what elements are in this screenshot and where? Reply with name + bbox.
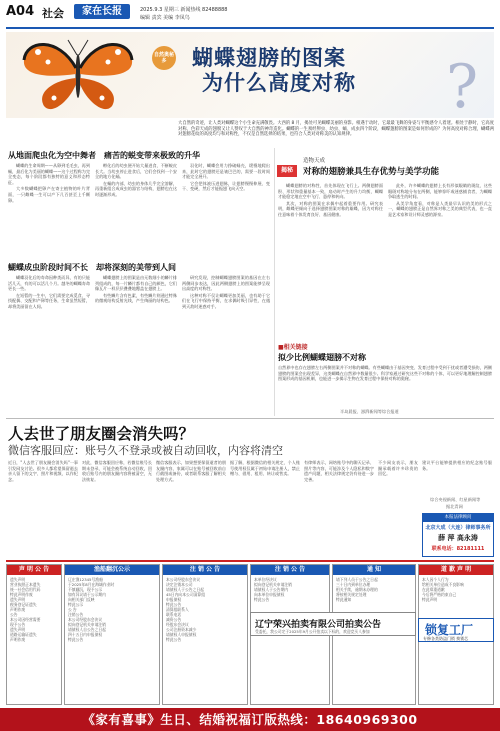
classified-line: 注销公告: [68, 612, 84, 617]
article3-column: [278, 183, 383, 338]
paragraph: 在蛹的内部，幼虫的身体几乎完全溶解，再重新组合成成虫的器官与结构，翅膀也在这时逐渐形成。: [95, 180, 177, 197]
main-headline-line1: 蝴蝶翅膀的图案: [192, 46, 346, 70]
butterfly-illustration: [18, 34, 138, 116]
wechat-source-secondary: 据北青网: [446, 504, 463, 509]
related-link-label: ■相关链接: [278, 344, 308, 351]
classified-line: 请债权人申报债权: [166, 632, 197, 637]
classified-line: 将按相关规定处理: [336, 592, 367, 597]
paragraph: 蝴蝶翅膀的对称性，首先体现在飞行上。两侧翅膀面积、形状和重量基本一致，扇动时产生的升力均衡，蝴蝶才能稳定地在空中飞行、悬停和转向。: [278, 183, 383, 200]
wechat-column: 建议平台能够提供相应的纪念账号服务。: [422, 460, 492, 471]
classified-line: 声明作废: [10, 607, 26, 612]
section-name: 社会: [42, 7, 64, 20]
classified-notice: [6, 564, 62, 705]
wechat-column: 不少网友表示，朋友圈承载着许多珍贵的回忆。: [378, 460, 418, 477]
article1-headline: 从地面爬虫化为空中舞者 痛苦的蜕变带来极致的升华: [8, 151, 200, 160]
legal-advisor-title: 本报法律顾问: [423, 514, 493, 522]
classified-line: 辽庄渔12345号渔船: [68, 577, 103, 582]
classified-line: 遗失声明: [10, 577, 26, 582]
classified-line: 遗失声明: [10, 627, 26, 632]
classified-line: 向本单位申报债权: [254, 592, 285, 597]
classified-line: 拟向登记机关申请注销: [254, 582, 292, 587]
classified-line: 四十五日内申报债权: [68, 632, 103, 637]
classified-line: 拟向登记机关申请注销: [68, 622, 106, 627]
classified-line: 不慎翻沉，现予公示: [68, 587, 103, 592]
classified-line: 特此公告: [254, 597, 270, 602]
lock-repair-ad: [418, 618, 494, 642]
classified-line: 在此郑重道歉: [422, 587, 445, 592]
classified-line: 三十日内到单位办理: [336, 582, 371, 587]
classified-title: 声 明 公 告: [7, 565, 61, 575]
paragraph: 羽化时，蝴蝶会用力挣破蛹壳，缓慢地爬出来，此时它的翅膀还是皱巴巴的，需要一段时间才能完全展开。: [182, 163, 270, 180]
classified-line: 本单位经决议: [254, 577, 277, 582]
paragraph: 蝴蝶的生命周期——从卵到毛毛虫，再到蛹，最后化为美丽的蝴蝶——这个过程称为完全变态，每个阶段都有独特的意义和形态特征。: [8, 163, 90, 185]
article2-column: [95, 275, 177, 414]
classified-line: 特此公告: [166, 637, 182, 642]
header-divider: [6, 27, 494, 29]
paragraph: 此外，许多蝴蝶的翅膀上长有形似眼睛的斑纹，这些眼斑对称地分布在两侧，能够惊吓或迷惑捕食者，为蝴蝶争取逃生的时间。: [388, 183, 492, 200]
classified-line: 现予公告: [10, 622, 26, 627]
auction-notice: [250, 612, 416, 636]
article2-headline: 蝴蝶成虫阶段时间不长 却将深刻的美带到人间: [8, 263, 176, 272]
wechat-column: 近日，"人去世了朋友圈会消失吗"一事引发网友讨论。很多人都希望保留逝去亲人留下的文字、照片和视频，以作纪念。: [8, 460, 78, 482]
legal-advisor-ad: [422, 513, 494, 557]
auction-subtitle: 受委托，我公司定于2025年9月公开拍卖以下标的，欢迎竞买人参加: [255, 629, 370, 634]
classified-notice: [162, 564, 248, 705]
classified-line: 特此通知: [336, 597, 352, 602]
classified-line: 公 告: [68, 607, 77, 612]
expose-tag: 揭秘: [277, 165, 297, 177]
classified-line: 于2025年8月在海域作业时: [68, 582, 115, 587]
classified-line: 公司注册资本减少: [166, 627, 197, 632]
article-source: 半岛晨报、澎湃新闻等综合报道: [340, 409, 399, 414]
classified-title: 注 销 公 告: [251, 565, 329, 575]
classified-line: 给相关单位造成不良影响: [422, 582, 464, 587]
page-header: [0, 0, 500, 36]
classified-line: 减资公告: [166, 617, 182, 622]
hero-badge: 自然奥秘多: [152, 46, 176, 70]
paragraph: 从美学角度看，对称是人类最早认识的美的形式之一，蝴蝶的翅膀正是自然界对称之美的典型代表，也一直是艺术家和设计师灵感的源泉。: [388, 200, 492, 217]
article1-column: [95, 163, 177, 258]
page-number: A04: [6, 4, 35, 19]
wechat-source: 综合央视新闻、红星新闻等: [430, 497, 481, 502]
article3-column: [388, 183, 492, 338]
classified-line: 特此声明作废: [10, 592, 33, 597]
classified-line: 本人因个人行为: [422, 577, 449, 582]
lock-repair-title: 锁复工厂: [425, 623, 474, 637]
classified-notice: [64, 564, 160, 705]
article3-headline: 对称的翅膀兼具生存优势与美学功能: [303, 167, 440, 177]
main-headline-line2: 为什么高度对称: [202, 71, 356, 95]
hero-banner: [6, 32, 494, 122]
classified-line: 遗失声明: [10, 597, 26, 602]
classified-title: 通 知: [333, 565, 415, 575]
paragraph: 蝴蝶羽化后的寿命因种类而异，有的只能活几天，有的可以活几个月。越冬的蝴蝶寿命更长一些。: [8, 275, 90, 292]
classified-line: 联系电话: [166, 612, 182, 617]
intro-paragraph: 大自然的奇迹，让人类对蝴蝶这个小生命充满敬畏。大西的 8 月，揭处可见蝴蝶美丽的身影。相遇于动时，它最最飞舞的身姿与平衡感令人着迷。相处于静时，它高度对称，色彩天成的翅膀又让人赞叹于大自然的神奇造化。蝴蝶的一生须经卵虫、幼虫、蛹、成虫四个阶段，蝴蝶翅膀的图案是如何形成的？为何高度对称合理，蝴蝶两对翅膀花纹的高度均与和对称性，不仅是自然选择的结果，也符合人类对对称美的认知规律。: [178, 121, 494, 138]
dateline: 2025.9.3 星期三 新闻热线 82488888: [140, 7, 228, 13]
article2-column: [182, 275, 270, 414]
classified-line: 清算组联系人: [166, 607, 189, 612]
editor-credit: 编辑 责宾 美编 李凤鸟: [140, 15, 190, 21]
classified-line: 税务登记证遗失: [10, 602, 37, 607]
classified-line: 相关手续，逾期未办理的: [336, 587, 378, 592]
paragraph: 大多数蝴蝶把卵产在寄主植物的叶片背面，一只雌蝶一生可以产下几百甚至上千颗卵。: [8, 186, 90, 203]
law-firm-name: 北京大成（大连）律师事务所: [425, 525, 491, 531]
classified-line: 决定注销本公司: [166, 582, 193, 587]
classified-line: 统一社会信用代码: [10, 587, 41, 592]
wechat-headline: 人去世了朋友圈会消失吗？: [8, 425, 195, 443]
question-mark-decoration: ?: [446, 52, 479, 122]
paragraph: 其次，对称的图案在求偶中起着重要作用。研究表明，雌蝶更倾向于选择翅膀图案对称的雄蝶，因为对称往往意味着个体发育良好、基因健康。: [278, 200, 383, 217]
paragraph: 它会把体液压进翅脉，让翅膀慢慢伸展、变干、变硬，然后才能振翅飞向天空。: [182, 180, 270, 192]
classified-title: 注 销 公 告: [163, 565, 247, 575]
classified-line: 道路运输证遗失: [10, 632, 37, 637]
article3-kicker: 造物天成: [303, 158, 326, 164]
classified-line: 如有异议请于公示期内: [68, 592, 106, 597]
footer-ad-banner: 《家有喜事》生日、结婚祝福订版热线：18640969300: [0, 708, 500, 731]
classified-line: 45日内向本公司清算组: [166, 592, 206, 597]
wechat-column: 对此，微信客服回应称，若微信账号长期未登录，可能会被系统自动回收，回收后账号内的朋友圈内容将被清空，无法恢复。: [82, 460, 152, 482]
classified-line: 声明作废: [10, 637, 26, 642]
paragraph: 孵化后的幼虫便开始大量进食，不断蜕皮长大。当幼虫停止进食后，它们会找到一个安全的地方化蛹。: [95, 163, 177, 180]
lock-repair-subtitle: 专修各类防盗门锁 换锁芯: [423, 636, 469, 641]
classified-line: 特此公示: [68, 602, 84, 607]
article1-column: [8, 163, 90, 258]
wechat-column: 有律师表示，网络账号中的聊天记录、照片等内容，可能涉及个人隐私和数字遗产问题，相关法律规定仍有待进一步完善。: [304, 460, 374, 482]
lawyer-names: 薛 萍 高永涛: [438, 534, 478, 542]
auction-title: 辽宁荣兴拍卖有限公司拍卖公告: [255, 620, 382, 630]
classified-line: 经股东会决议: [166, 622, 189, 627]
classified-title: 渔船翻沉公示: [65, 565, 159, 575]
lawyer-phone: 联系电话：82181111: [431, 546, 485, 552]
related-link-body: 自然界中也存在翅膀左右两侧图案并不对称的蝴蝶。有些蝴蝶由于基因突变、发育过程中受到干扰或者遭受损伤，两侧翅膀的图案会出现差异，这类蝴蝶在自然界中数量很少。科学家通过研究这些不对称的个体，可以更好地理解控制翅膀图案形成的基因机制，也能进一步揭示生物在发育过程中保持对称的奥秘。: [278, 365, 492, 382]
paragraph: 蝴蝶翅膀上的图案是由无数细小的鳞片排列组成的，每一片鳞片都有自己的颜色，它们像瓦片一样层层叠叠地覆盖在翅膀上。: [95, 275, 177, 292]
classified-line: 营业执照正本遗失: [10, 582, 41, 587]
paragraph: 研究发现，控制蝴蝶翅膀图案的基因在左右两侧同步表达，因此两侧翅膀上的图案能够呈现出高度的对称性。: [182, 275, 270, 292]
classified-line: 申报债权: [166, 597, 182, 602]
article1-column: [182, 163, 270, 258]
classified-line: 请债权人自公告之日起: [68, 627, 106, 632]
classified-line: 特此声明: [422, 597, 438, 602]
classified-line: 特此公告: [68, 637, 84, 642]
related-link-headline: 拟少比例蝴蝶翅膀不对称: [278, 353, 366, 362]
classified-line: 公告: [10, 612, 18, 617]
classified-line: 请下列人员于公告之日起: [336, 577, 378, 582]
classified-line: 向相关部门反映: [68, 597, 95, 602]
classified-line: 特此公告: [166, 602, 182, 607]
classified-line: 今后将严格约束自己: [422, 592, 457, 597]
paragraph: 在短暂的一生中，它们需要完成觅食、寻找配偶、交配和产卵等任务，生命虽然短暂，却将美丽留在人间。: [8, 292, 90, 309]
classified-title: 道 歉 声 明: [419, 565, 493, 575]
wechat-column: 据了解，根据微信的相关规定，个人账号使用权仅属于初始申请注册人，禁止赠与、借用、租用、转让或售卖。: [230, 460, 300, 477]
wechat-subheadline: 微信客服回应：账号久不登录或被自动回收，内容将清空: [8, 444, 283, 457]
article2-column: [8, 275, 90, 414]
classifieds-section: [6, 560, 494, 705]
wechat-column: 微信客服表示，如果想要保留逝者的朋友圈内容，家属可以在账号被回收前自行截图或备份，或者联系客服了解相关处理方式。: [156, 460, 226, 482]
newspaper-logo: 家在长报: [74, 4, 130, 19]
classified-line: 本公司经股东会决议: [68, 617, 103, 622]
section-divider: [6, 418, 494, 419]
classified-line: 请债权人于公告之日起: [166, 587, 204, 592]
paragraph: 有些鳞片含有色素，有些鳞片则通过特殊的微观结构反射光线，产生绚丽的结构色。: [95, 292, 177, 304]
classified-line: 请债权人于公告期内: [254, 587, 289, 592]
classified-line: 本公司经股东会决议: [166, 577, 201, 582]
classified-line: 本公司因经营需要: [10, 617, 41, 622]
paragraph: 这种对称不仅让蝴蝶更加美丽，也有助于它们在飞行中保持平衡，在求偶时吸引异性，在遇到天敌时迷惑对手。: [182, 292, 270, 309]
